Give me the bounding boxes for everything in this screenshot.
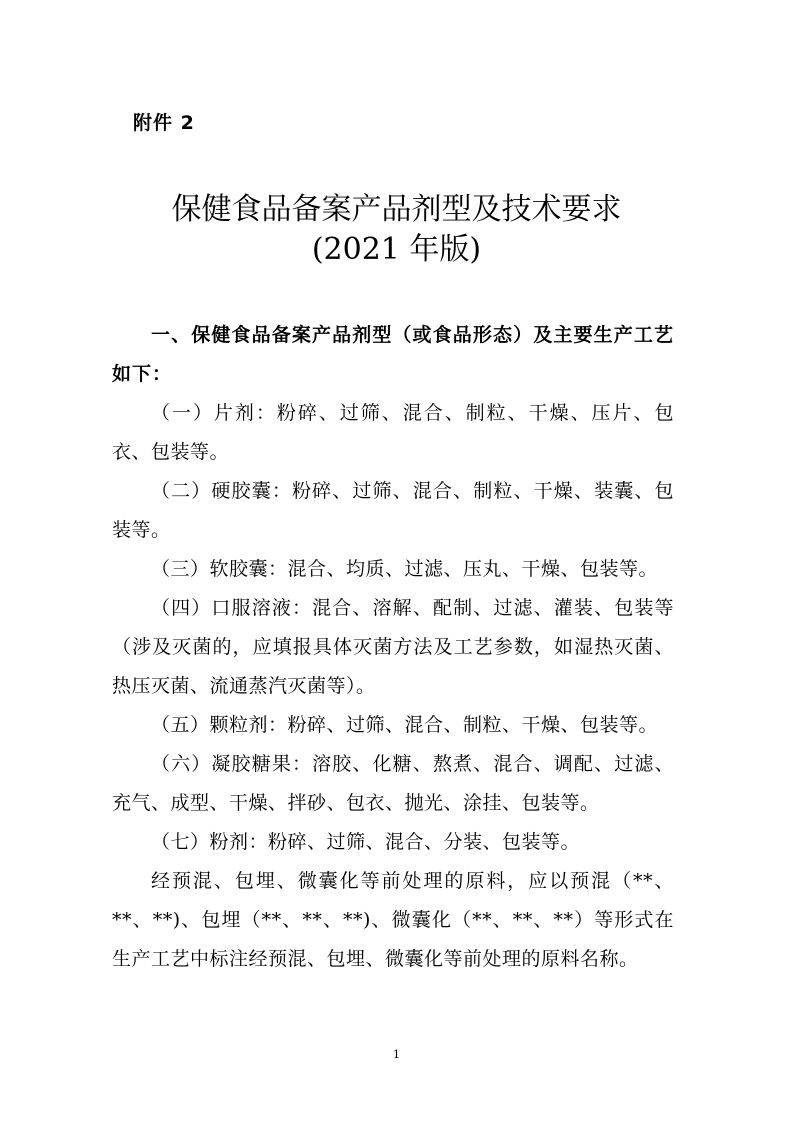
section-heading: 一、保健食品备案产品剂型（或食品形态）及主要生产工艺如下： <box>112 324 674 385</box>
attachment-label: 附件 2 <box>133 112 195 134</box>
document-title-edition: (2021 年版) <box>311 232 482 267</box>
list-item: （一）片剂：粉碎、过筛、混合、制粒、干燥、压片、包衣、包装等。 <box>112 402 674 463</box>
list-item: （六）凝胶糖果：溶胶、化糖、熬煮、混合、调配、过滤、充气、成型、干燥、拌砂、包衣、抛光、涂挂、包装等。 <box>112 753 674 814</box>
document-body <box>112 316 674 979</box>
list-item: （七）粉剂：粉碎、过筛、混合、分装、包装等。 <box>151 831 581 853</box>
list-item: （二）硬胶囊：粉碎、过筛、混合、制粒、干燥、装囊、包装等。 <box>112 480 674 541</box>
list-item: （五）颗粒剂：粉碎、过筛、混合、制粒、干燥、包装等。 <box>151 714 659 736</box>
processing-note: 经预混、包埋、微囊化等前处理的原料，应以预混（**、**、**)、包埋（**、**、**)、微囊化（**、**、**）等形式在生产工艺中标注经预混、包埋、微囊化等前处理的原料名称。 <box>112 870 674 970</box>
list-item: （三）软胶囊：混合、均质、过滤、压丸、干燥、包装等。 <box>151 558 659 580</box>
page-number: 1 <box>393 1048 400 1061</box>
list-item: （四）口服溶液：混合、溶解、配制、过滤、灌装、包装等（涉及灭菌的，应填报具体灭菌方法及工艺参数，如湿热灭菌、热压灭菌、流通蒸汽灭菌等）。 <box>112 597 674 697</box>
document-title: 保健食品备案产品剂型及技术要求 <box>171 192 622 227</box>
